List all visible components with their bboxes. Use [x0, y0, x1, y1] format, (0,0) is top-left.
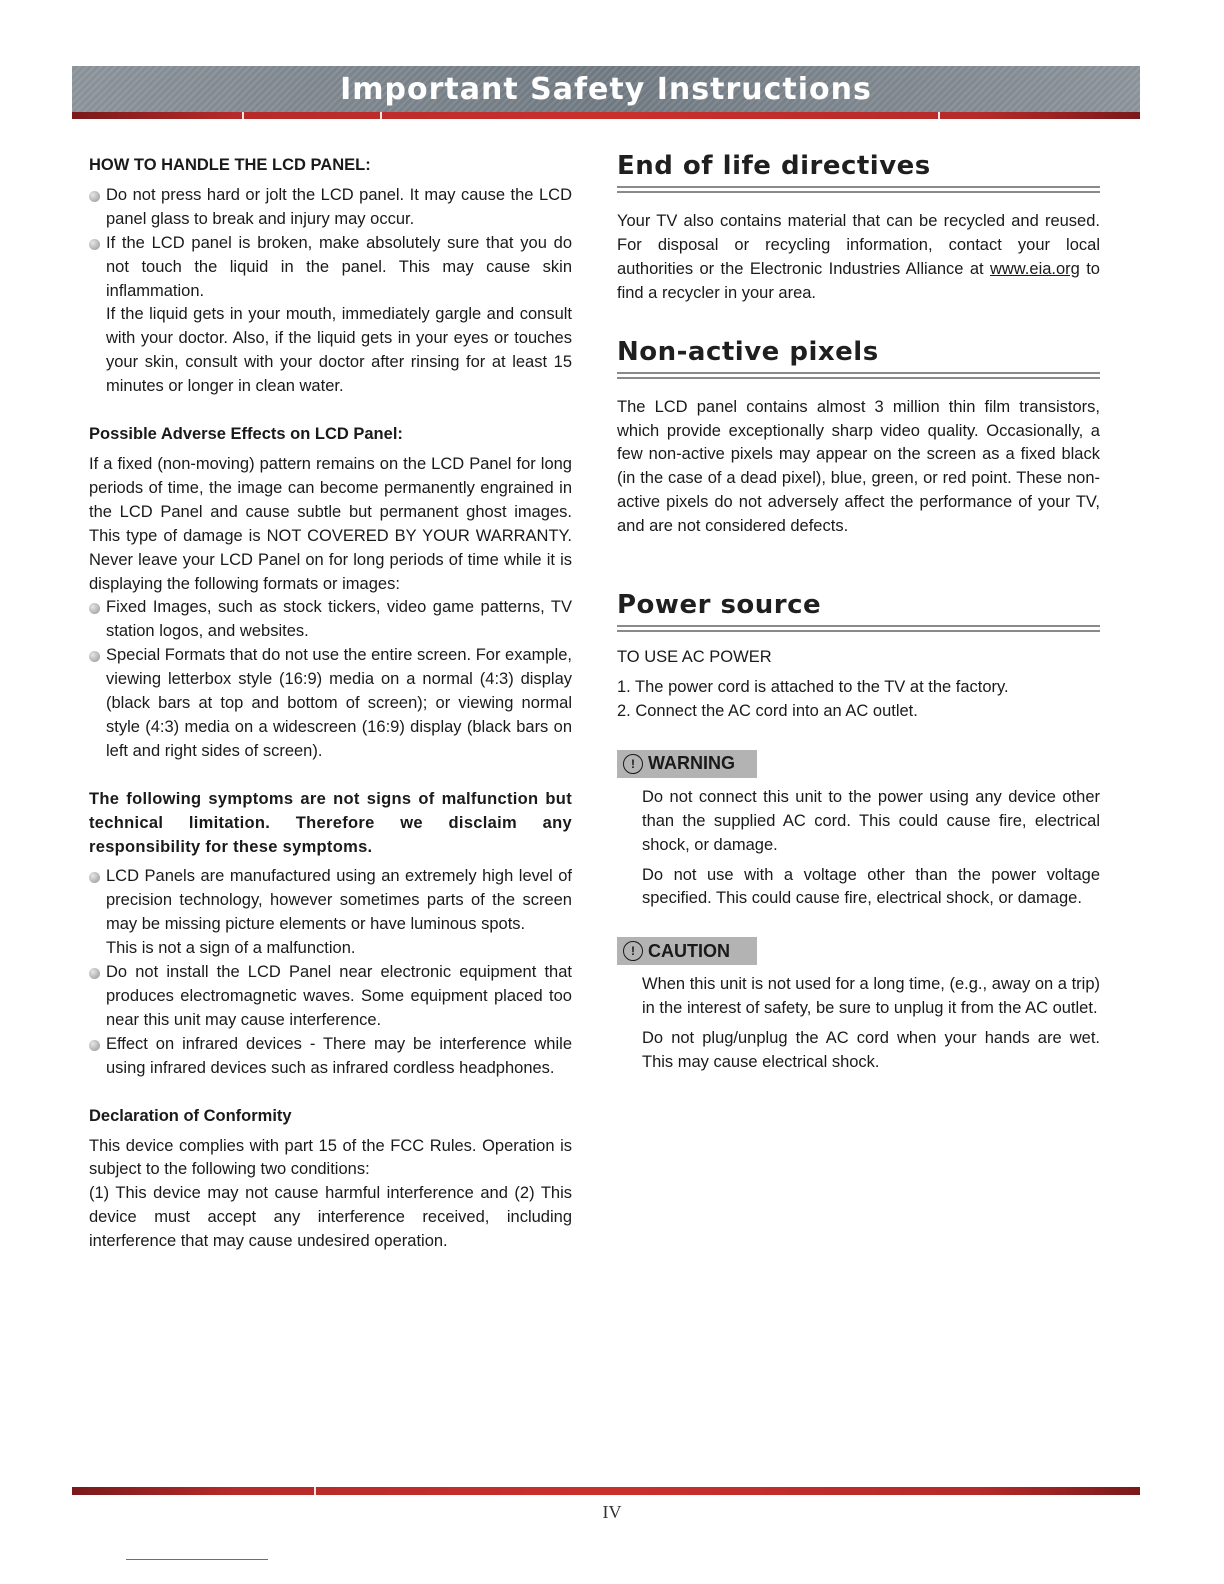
- list-item: Effect on infrared devices - There may be interference while using infrared devices such as infrared cordless headphones.: [89, 1033, 572, 1081]
- eol-heading: End of life directives: [617, 151, 931, 181]
- list-item: Special Formats that do not use the entire screen. For example, viewing letterbox style (16:9) media on a normal (4:3) display (black bars at top and bottom of screen); or viewing normal style (4:3) media on a widescreen (16:9) display (black bars on left and right sides of screen).: [89, 644, 572, 764]
- lcd-followup: If the liquid gets in your mouth, immediately gargle and consult with your doctor. Also, if the liquid gets in your eyes or touches your skin, consult with your doctor after rinsing for at least 15 minutes or longer in clean water.: [106, 305, 572, 396]
- caution-block: [617, 937, 1100, 1075]
- caution-paragraph-2: Do not plug/unplug the AC cord when your hands are wet. This may cause electrical shock.: [642, 1029, 1100, 1072]
- adverse-heading: Possible Adverse Effects on LCD Panel:: [89, 425, 403, 444]
- footer-rule: [72, 1487, 1140, 1495]
- warning-badge: ! WARNING: [617, 750, 757, 778]
- bullet-icon: [89, 191, 100, 202]
- page-number: IV: [602, 1502, 622, 1522]
- eol-paragraph: Your TV also contains material that can be recycled and reused. For disposal or recycling information, contact your local authorities or the Electronic Industries Alliance at www.eia.org to find a recycler in your area.: [617, 212, 1100, 302]
- caution-icon: !: [623, 941, 643, 961]
- power-subheading: TO USE AC POWER: [617, 648, 772, 667]
- pixels-paragraph: The LCD panel contains almost 3 million thin film transistors, which provide exceptionally sharp video quality. Occasionally, a few non-active pixels may appear on the screen as a fixed black (in the case of a dead pixel), blue, green, or red point. These non-active pixels do not adversely affect the performance of your TV, and are not considered defects.: [617, 397, 1100, 536]
- lcd-heading: HOW TO HANDLE THE LCD PANEL:: [89, 156, 371, 174]
- declaration-heading: Declaration of Conformity: [89, 1106, 292, 1125]
- banner-rule: [72, 112, 1140, 119]
- warning-block: [617, 750, 1100, 912]
- bullet-icon: [89, 603, 100, 614]
- warning-paragraph-1: Do not connect this unit to the power using any device other than the supplied AC cord. This could cause fire, electrical shock, or damage.: [642, 787, 1100, 854]
- decorative-line: [126, 1559, 268, 1560]
- caution-badge: ! CAUTION: [617, 937, 757, 965]
- bullet-icon: [89, 651, 100, 662]
- bullet-icon: [89, 968, 100, 979]
- list-item: If the LCD panel is broken, make absolutely sure that you do not touch the liquid in the panel. This may cause skin inflammation.: [89, 232, 572, 304]
- list-item: Do not install the LCD Panel near electronic equipment that produces electromagnetic waves. Some equipment placed too near this unit may cause interference.: [89, 961, 572, 1033]
- list-item: LCD Panels are manufactured using an extremely high level of precision technology, however sometimes parts of the screen may be missing picture elements or have luminous spots.: [89, 865, 572, 937]
- bullet-icon: [89, 239, 100, 250]
- eia-link[interactable]: www.eia.org: [989, 259, 1080, 278]
- heading-rule: [617, 372, 1100, 379]
- power-step-2: 2. Connect the AC cord into an AC outlet.: [617, 701, 918, 720]
- power-heading: Power source: [617, 590, 822, 621]
- power-step-1: 1. The power cord is attached to the TV at the factory.: [617, 677, 1009, 696]
- page-banner: [72, 66, 1140, 112]
- right-column: [617, 150, 1100, 1075]
- declaration-paragraph-2: (1) This device may not cause harmful interference and (2) This device must accept any interference received, including interference that may cause undesired operation.: [89, 1184, 572, 1251]
- heading-rule: [617, 625, 1100, 632]
- adverse-paragraph: If a fixed (non-moving) pattern remains on the LCD Panel for long periods of time, the image can become permanently engrained in the LCD Panel and cause subtle but permanent ghost images. This type of damage is NOT COVERED BY YOUR WARRANTY. Never leave your LCD Panel on for long periods of time while it is displaying the following formats or images:: [89, 454, 572, 593]
- list-item: Do not press hard or jolt the LCD panel. It may cause the LCD panel glass to break and injury may occur.: [89, 184, 572, 232]
- list-item: Fixed Images, such as stock tickers, video game patterns, TV station logos, and websites.: [89, 596, 572, 644]
- declaration-paragraph-1: This device complies with part 15 of the FCC Rules. Operation is subject to the following two conditions:: [89, 1136, 572, 1179]
- pixels-heading: Non-active pixels: [617, 336, 879, 367]
- bullet-icon: [89, 1040, 100, 1051]
- symptoms-note: This is not a sign of a malfunction.: [106, 939, 356, 958]
- left-column: [89, 150, 572, 1254]
- page-title: Important Safety Instructions: [340, 71, 872, 107]
- warning-icon: !: [623, 754, 643, 774]
- symptoms-heading: The following symptoms are not signs of malfunction but technical limitation. Therefore we disclaim any responsibility for these symptoms.: [89, 789, 572, 856]
- bullet-icon: [89, 872, 100, 883]
- warning-paragraph-2: Do not use with a voltage other than the power voltage specified. This could cause fire, electrical shock, or damage.: [642, 865, 1100, 908]
- heading-rule: [617, 186, 1100, 193]
- caution-paragraph-1: When this unit is not used for a long time, (e.g., away on a trip) in the interest of safety, be sure to unplug it from the AC outlet.: [642, 975, 1100, 1018]
